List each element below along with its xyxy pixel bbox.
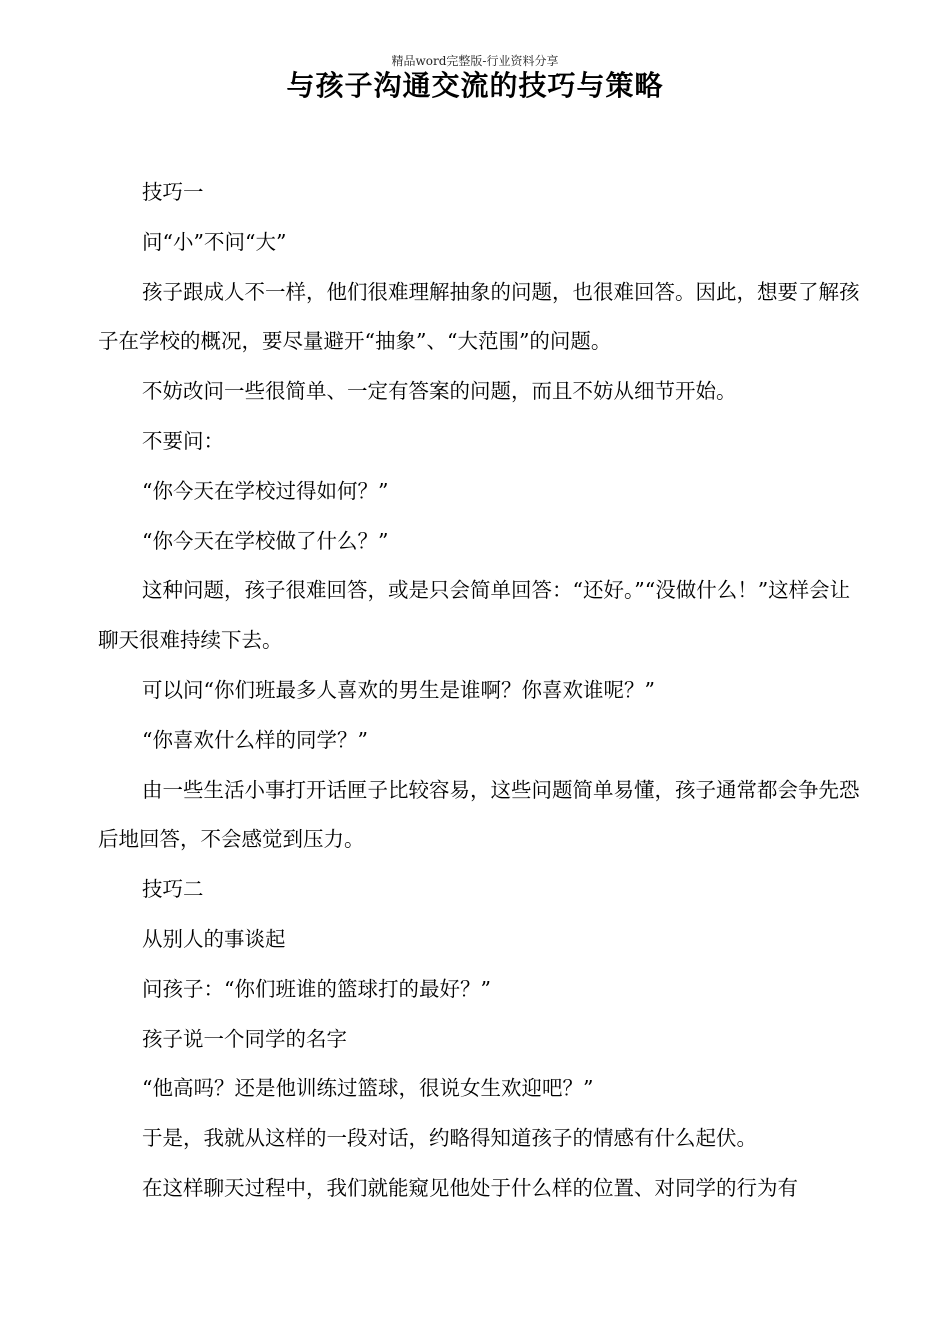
paragraph: 这种问题，孩子很难回答，或是只会简单回答：“还好。”“没做什么！”这样会让聊天很难持续下去。 bbox=[98, 578, 851, 653]
paragraph: 技巧一 bbox=[142, 180, 204, 204]
paragraph: 可以问“你们班最多人喜欢的男生是谁啊？你喜欢谁呢？” bbox=[142, 677, 655, 702]
paragraph: 孩子说一个同学的名字 bbox=[142, 1026, 347, 1051]
paragraph: “他高吗？还是他训练过篮球，很说女生欢迎吧？” bbox=[142, 1076, 594, 1101]
paragraph: “你喜欢什么样的同学？” bbox=[142, 727, 368, 752]
paragraph: 在这样聊天过程中，我们就能窥见他处于什么样的位置、对同学的行为有 bbox=[142, 1175, 798, 1200]
header-note: 精品word完整版-行业资料分享 bbox=[391, 54, 559, 68]
paragraph: 问“小”不问“大” bbox=[142, 229, 287, 254]
paragraph: 于是，我就从这样的一段对话，约略得知道孩子的情感有什么起伏。 bbox=[142, 1126, 757, 1151]
document-body bbox=[98, 168, 860, 1214]
paragraph: 技巧二 bbox=[142, 877, 204, 902]
paragraph: 孩子跟成人不一样，他们很难理解抽象的问题，也很难回答。因此，想要了解孩子在学校的概况，要尽量避开“抽象”、“大范围”的问题。 bbox=[98, 279, 860, 354]
paragraph: 不妨改问一些很简单、一定有答案的问题，而且不妨从细节开始。 bbox=[142, 379, 737, 404]
paragraph: “你今天在学校做了什么？” bbox=[142, 528, 389, 553]
paragraph: “你今天在学校过得如何？” bbox=[142, 478, 389, 503]
paragraph: 问孩子：“你们班谁的篮球打的最好？” bbox=[142, 976, 491, 1001]
paragraph: 由一些生活小事打开话匣子比较容易，这些问题简单易懂，孩子通常都会争先恐后地回答，不会感觉到压力。 bbox=[98, 777, 860, 852]
paragraph: 不要问： bbox=[142, 428, 224, 453]
document-title: 与孩子沟通交流的技巧与策略 bbox=[286, 69, 664, 102]
paragraph: 从别人的事谈起 bbox=[142, 926, 286, 951]
